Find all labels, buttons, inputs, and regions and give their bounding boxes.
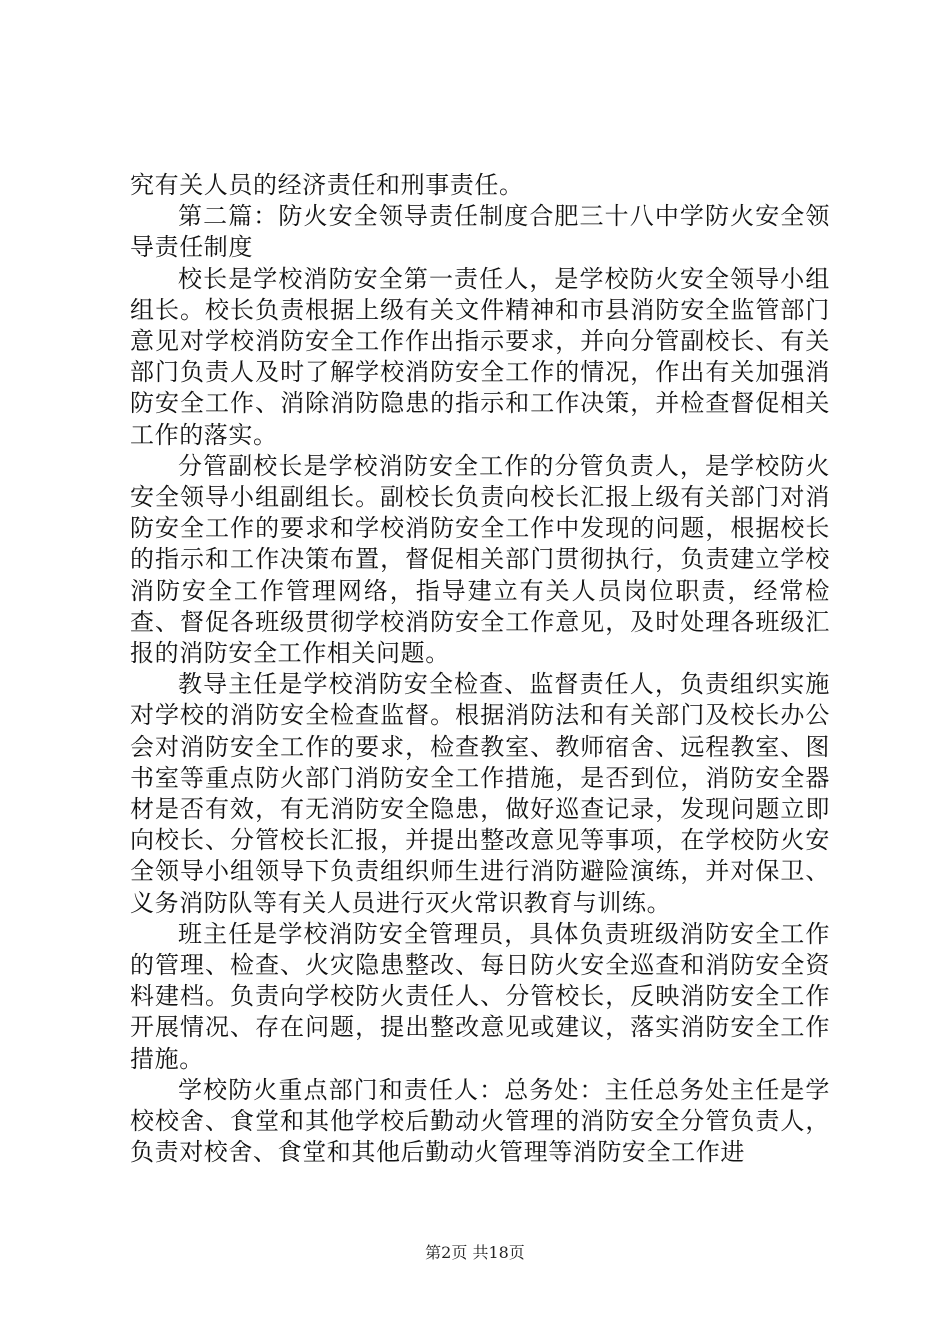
document-body: [130, 170, 830, 1169]
paragraph-class-teacher: 班主任是学校消防安全管理员，具体负责班级消防安全工作的管理、检查、火灾隐患整改、每日防火安全巡查和消防安全资料建档。负责向学校防火责任人、分管校长，反映消防安全工作开展情况、存在问题，提出整改意见或建议，落实消防安全工作措施。: [130, 919, 830, 1073]
paragraph-principal: 校长是学校消防安全第一责任人，是学校防火安全领导小组组长。校长负责根据上级有关文件精神和市县消防安全监管部门意见对学校消防安全工作作出指示要求，并向分管副校长、有关部门负责人及时了解学校消防安全工作的情况，作出有关加强消防安全工作、消除消防隐患的指示和工作决策，并检查督促相关工作的落实。: [130, 264, 830, 449]
section-heading: 第二篇：防火安全领导责任制度合肥三十八中学防火安全领导责任制度: [130, 202, 830, 262]
paragraph-dean: 教导主任是学校消防安全检查、监督责任人，负责组织实施对学校的消防安全检查监督。根据消防法和有关部门及校长办公会对消防安全工作的要求，检查教室、教师宿舍、远程教室、图书室等重点防火部门消防安全工作措施，是否到位，消防安全器材是否有效，有无消防安全隐患，做好巡查记录，发现问题立即向校长、分管校长汇报，并提出整改意见等事项，在学校防火安全领导小组领导下负责组织师生进行消防避险演练，并对保卫、义务消防队等有关人员进行灭火常识教育与训练。: [130, 670, 830, 917]
paragraph-key-departments: 学校防火重点部门和责任人：总务处：主任总务处主任是学校校舍、食堂和其他学校后勤动火管理的消防安全分管负责人，负责对校舍、食堂和其他后勤动火管理等消防安全工作进: [130, 1075, 830, 1167]
paragraph-vice-principal: 分管副校长是学校消防安全工作的分管负责人，是学校防火安全领导小组副组长。副校长负责向校长汇报上级有关部门对消防安全工作的要求和学校消防安全工作中发现的问题，根据校长的指示和工作决策布置，督促相关部门贯彻执行，负责建立学校消防安全工作管理网络，指导建立有关人员岗位职责，经常检查、督促各班级贯彻学校消防安全工作意见，及时处理各班级汇报的消防安全工作相关问题。: [130, 451, 830, 668]
paragraph-continuation: 究有关人员的经济责任和刑事责任。: [130, 171, 524, 199]
page-number-footer: 第2页 共18页: [425, 1243, 525, 1262]
